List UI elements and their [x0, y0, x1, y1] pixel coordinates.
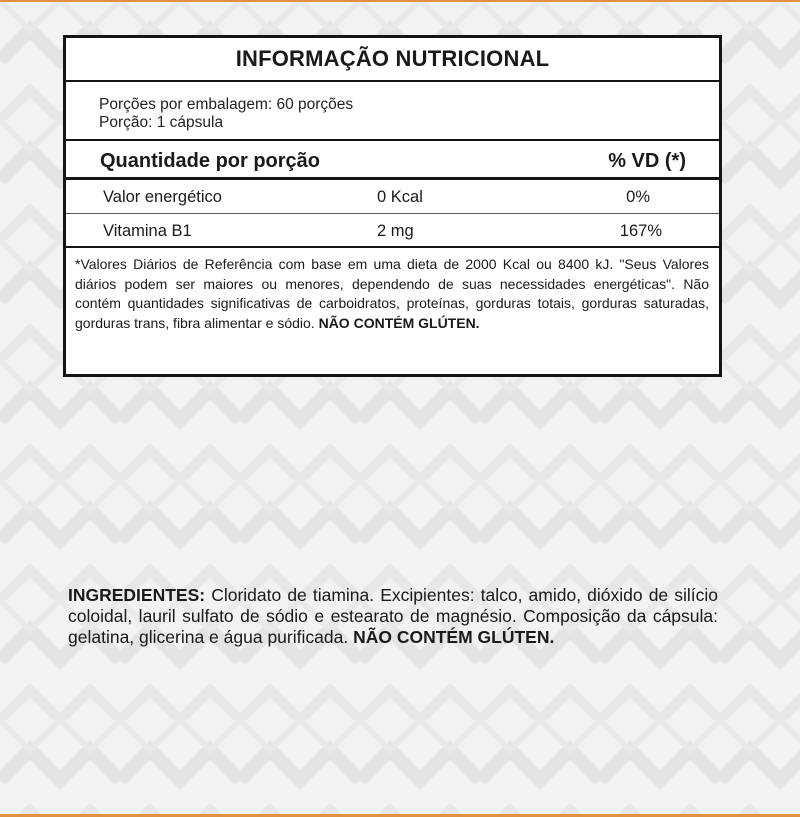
header-daily-value: % VD (*)	[608, 150, 686, 172]
nutrient-dv: 0%	[626, 188, 650, 206]
top-accent-edge	[0, 0, 800, 2]
gluten-warning: NÃO CONTÉM GLÚTEN.	[318, 314, 480, 331]
nutrient-name: Valor energético	[103, 188, 222, 206]
table-row	[66, 180, 719, 214]
ingredients-section	[68, 585, 718, 648]
servings-info	[66, 82, 719, 141]
table-header	[66, 141, 719, 180]
header-quantity: Quantidade por porção	[100, 150, 321, 172]
nutrition-title: INFORMAÇÃO NUTRICIONAL	[66, 38, 719, 82]
nutrient-name: Vitamina B1	[103, 222, 192, 240]
nutrition-facts-table	[63, 35, 722, 377]
servings-per-package: Porções por embalagem: 60 porções	[99, 96, 354, 113]
nutrition-footnote	[66, 248, 719, 333]
nutrient-dv: 167%	[619, 222, 662, 240]
nutrient-amount: 2 mg	[377, 222, 414, 240]
footnote-text: *Valores Diários de Referência com base em uma dieta de 2000 Kcal ou 8400 kJ. "Seus Valores diários podem ser maiores ou menores, dependendo de suas necessidades energéticas". Não contém quantidades significativas de carboidratos, proteínas, gorduras totais, gorduras saturadas, gorduras trans, fibra alimentar e sódio.	[75, 256, 709, 331]
ingredients-text: Cloridato de tiamina. Excipientes: talco, amido, dióxido de silício coloidal, lauril sulfato de sódio e estearato de magnésio. Composição da cápsula: gelatina, glicerina e água purificada.	[68, 585, 718, 647]
ingredients-label: INGREDIENTES:	[68, 585, 206, 605]
serving-size: Porção: 1 cápsula	[99, 114, 224, 131]
nutrient-amount: 0 Kcal	[377, 188, 423, 206]
ingredients-gluten-warning: NÃO CONTÉM GLÚTEN.	[353, 627, 555, 647]
table-row	[66, 214, 719, 248]
